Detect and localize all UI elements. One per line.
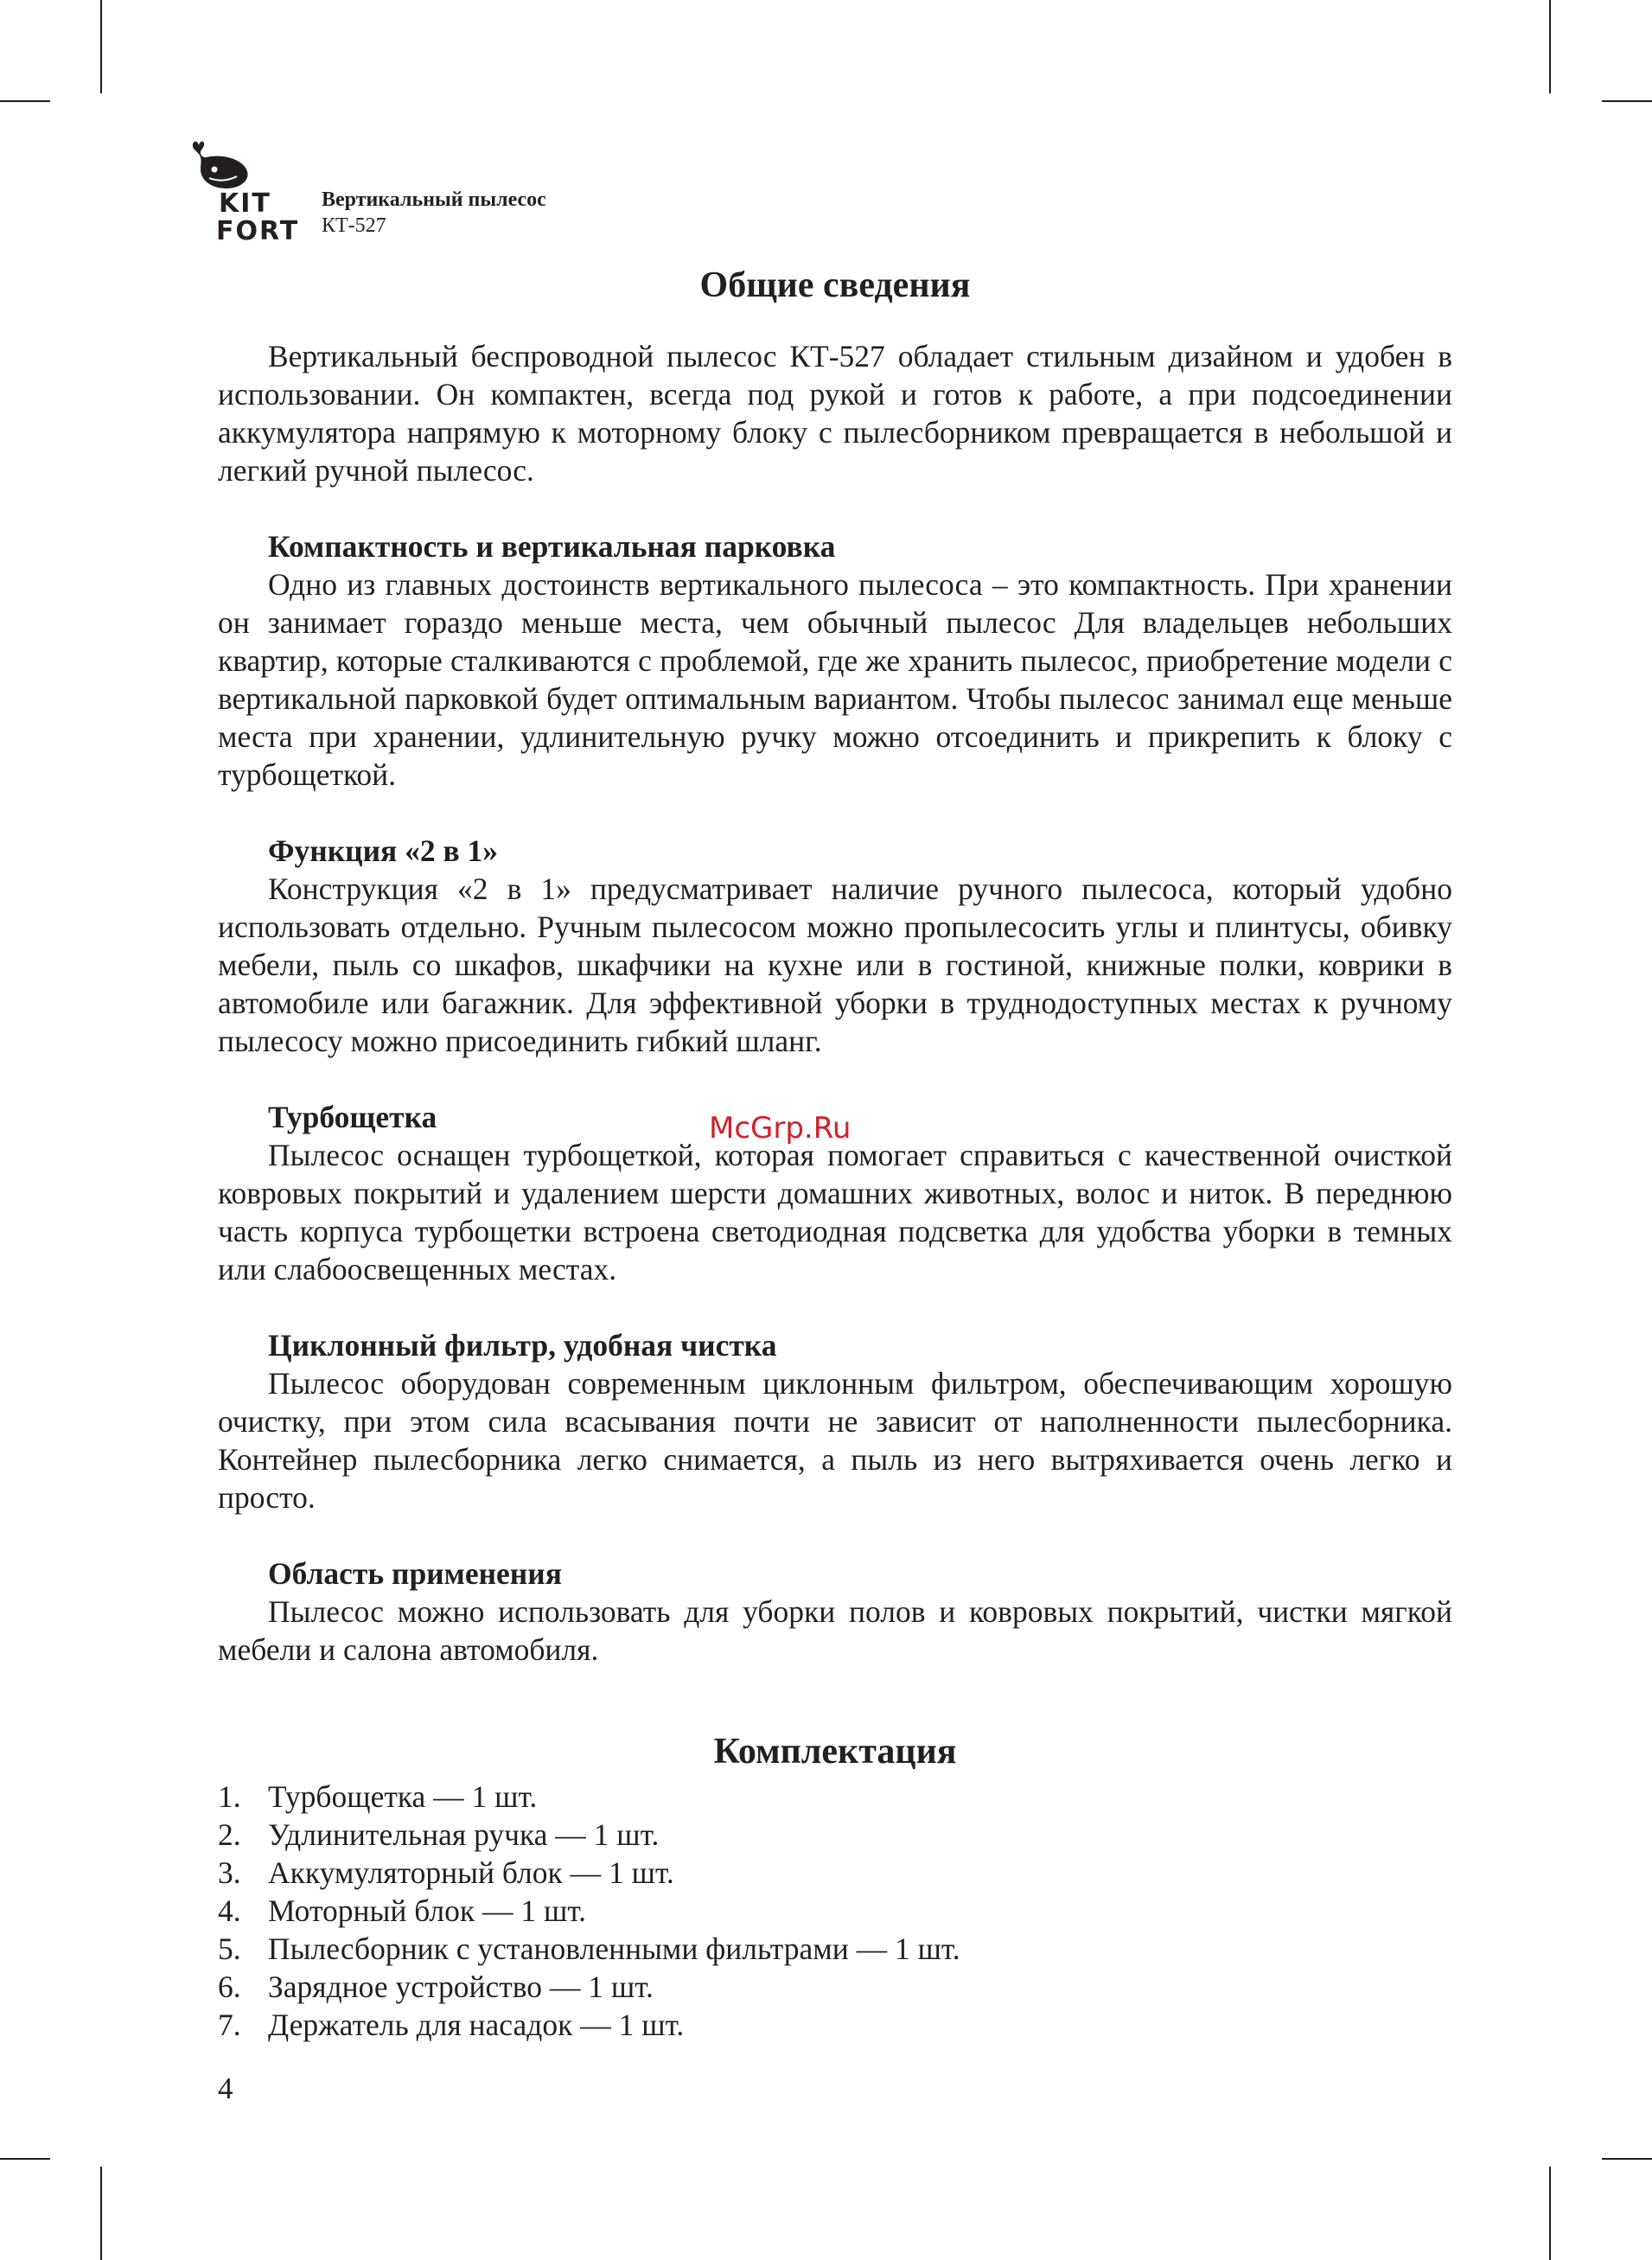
page-content [218,259,1452,2044]
crop-mark [1602,100,1652,102]
list-item [218,1892,1452,1930]
subsection-text: Одно из главных достоинств вертикального пылесоса – это компактность. При хранении он занимает гораздо меньше места, чем обычный пылесос Для владельцев небольших квартир, которые сталкиваются с проблемой, где же хранить пылесос, приобретение модели с вертикальной парковкой будет оптимальным вариантом. Чтобы пылесос занимал еще меньше места при хранении, удлинительную ручку можно отсоединить и прикрепить к блоку с турбощеткой. [218,567,1452,792]
list-item-text: Пылесборник с установленными фильтрами — 1 шт. [268,1931,960,1966]
whale-logo-icon [188,137,254,190]
list-item-number: 2. [218,1817,241,1852]
subsection-heading: Циклонный фильтр, удобная чистка [268,1328,777,1363]
list-item [218,1778,1452,1816]
section-title-kit: Комплектация [713,1732,957,1772]
crop-mark [1602,2158,1652,2160]
list-item-number: 6. [218,1970,241,2004]
subsection-heading: Область применения [268,1556,562,1591]
document-title [322,187,546,239]
brand-logo-text [216,190,299,246]
crop-mark [100,0,102,93]
list-item-text: Удлинительная ручка — 1 шт. [268,1817,660,1852]
brand-line-2: FORT [216,216,300,246]
list-item-text: Аккумуляторный блок — 1 шт. [268,1855,674,1890]
subsection-text: Пылесос можно использовать для уборки полов и ковровых покрытий, чистки мягкой мебели и салона автомобиля. [218,1594,1452,1667]
product-type: Вертикальный пылесос [322,188,546,211]
crop-mark [1549,2167,1551,2260]
list-item-text: Держатель для насадок — 1 шт. [268,2008,685,2042]
list-item-number: 1. [218,1779,241,1814]
list-item [218,1854,1452,1892]
crop-mark [0,2158,50,2160]
watermark: McGrp.Ru [709,1111,852,1146]
crop-mark [0,100,50,102]
intro-paragraph: Вертикальный беспроводной пылесос КТ-527 обладает стильным дизайном и удобен в использовании. Он компактен, всегда под рукой и готов к работе, а при подсоединении аккумулятора напрямую к моторному блоку с пылесборником превращается в небольшой и легкий ручной пылесос. [218,339,1452,488]
list-item [218,1816,1452,1854]
subsection-text: Пылесос оборудован современным циклонным фильтром, обеспечивающим хорошую очистку, при этом сила всасывания почти не зависит от наполненности пылесборника. Контейнер пылесборника легко снимается, а пыль из него вытряхивается очень легко и просто. [218,1366,1452,1515]
page-number: 4 [218,2072,233,2105]
list-item-number: 3. [218,1855,241,1890]
list-item [218,1968,1452,2006]
section-title-general: Общие сведения [699,265,971,305]
model-number: КТ-527 [322,214,386,237]
subsection-heading: Компактность и вертикальная парковка [268,529,836,564]
list-item-number: 5. [218,1931,241,1966]
list-item-text: Турбощетка — 1 шт. [268,1779,538,1814]
crop-mark [100,2167,102,2260]
brand-line-1: KIT [219,188,271,219]
subsection-heading: Турбощетка [268,1100,437,1134]
list-item-number: 4. [218,1893,241,1928]
list-item-text: Моторный блок — 1 шт. [268,1893,587,1928]
list-item-text: Зарядное устройство — 1 шт. [268,1970,654,2004]
list-item [218,1930,1452,1968]
list-item-number: 7. [218,2008,241,2042]
subsection-heading: Функция «2 в 1» [268,833,499,868]
kit-list [218,1778,1452,2044]
crop-mark [1549,0,1551,93]
subsection-text: Конструкция «2 в 1» предусматривает наличие ручного пылесоса, который удобно использовать отдельно. Ручным пылесосом можно пропылесосить углы и плинтусы, обивку мебели, пыль со шкафов, шкафчики на кухне или в гостиной, книжные полки, коврики в автомобиле или багажник. Для эффективной уборки в труднодоступных местах к ручному пылесосу можно присоединить гибкий шланг. [218,871,1452,1058]
list-item [218,2006,1452,2044]
subsection-text: Пылесос оснащен турбощеткой, которая помогает справиться с качественной очисткой ковровых покрытий и удалением шерсти домашних животных, волос и ниток. В переднюю часть корпуса турбощетки встроена светодиодная подсветка для удобства уборки в темных или слабоосвещенных местах. [218,1138,1452,1286]
